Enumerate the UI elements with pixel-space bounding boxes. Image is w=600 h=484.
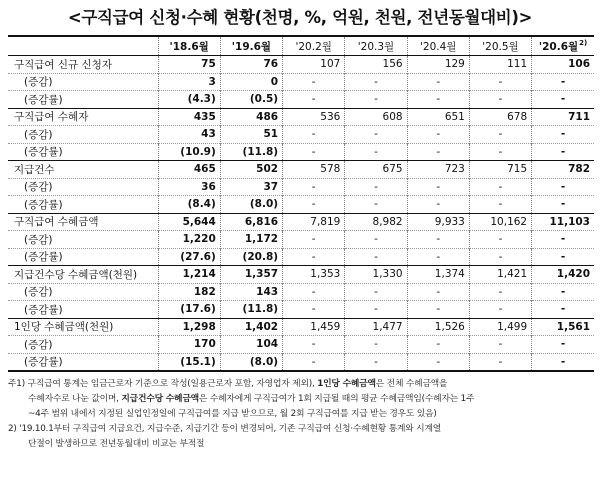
table-row-main — [8, 108, 594, 126]
table-row-rate — [8, 143, 594, 161]
table-cell: 678 — [469, 108, 531, 126]
footnote-mark: 2) — [579, 39, 588, 47]
table-cell: 608 — [345, 108, 407, 126]
table-cell: (0.5) — [220, 91, 282, 109]
table-cell: - — [283, 248, 345, 266]
table-cell: 10,162 — [469, 213, 531, 231]
table-cell: - — [283, 196, 345, 214]
table-row-main — [8, 56, 594, 74]
row-label: (증감) — [8, 231, 158, 249]
table-cell: 1,298 — [158, 318, 220, 336]
footnote-1-cont — [8, 407, 592, 422]
table-cell: 156 — [345, 56, 407, 74]
row-label: (증감) — [8, 73, 158, 91]
table-cell: 578 — [283, 161, 345, 179]
table-cell: - — [469, 231, 531, 249]
footnote-text: 2) '19.10.1부터 구직급여 지급요건, 지급수준, 지급기간 등이 변경되어, 기존 구직급여 신청·수혜현황 통계와 시계열 — [8, 424, 442, 434]
table-cell: - — [345, 283, 407, 301]
footnote-text: 수혜자수로 나눈 값이며, — [28, 394, 122, 404]
row-label: (증감) — [8, 283, 158, 301]
table-cell: - — [345, 91, 407, 109]
row-label: 1인당 수혜금액(천원) — [8, 318, 158, 336]
table-cell: - — [469, 301, 531, 319]
table-cell: - — [345, 336, 407, 354]
table-cell: - — [469, 126, 531, 144]
table-cell: - — [407, 336, 469, 354]
table-cell: (11.8) — [220, 143, 282, 161]
header-corner — [8, 36, 158, 56]
table-cell: - — [407, 353, 469, 371]
table-cell: 182 — [158, 283, 220, 301]
footnote-1-cont — [8, 392, 592, 407]
table-cell: - — [345, 73, 407, 91]
table-cell: (4.3) — [158, 91, 220, 109]
footnote-bold: 1인당 수혜금액 — [317, 379, 376, 389]
row-label: (증감률) — [8, 91, 158, 109]
table-cell: 11,103 — [532, 213, 594, 231]
table-cell: - — [407, 143, 469, 161]
table-cell: - — [407, 283, 469, 301]
table-cell: - — [345, 301, 407, 319]
table-row-change — [8, 283, 594, 301]
footnote-1 — [8, 377, 592, 392]
table-cell: 465 — [158, 161, 220, 179]
table-cell: 1,374 — [407, 266, 469, 284]
table-cell: 76 — [220, 56, 282, 74]
table-cell: 7,819 — [283, 213, 345, 231]
table-cell: - — [345, 248, 407, 266]
table-cell: - — [532, 353, 594, 371]
row-label: (증감) — [8, 126, 158, 144]
stats-table — [8, 35, 594, 372]
table-cell: 1,459 — [283, 318, 345, 336]
table-cell: - — [345, 143, 407, 161]
table-cell: 486 — [220, 108, 282, 126]
row-label: (증감률) — [8, 248, 158, 266]
row-label: (증감률) — [8, 353, 158, 371]
footnote-text: ~4주 범위 내에서 지정된 실업인정일에 구직급여를 지급 받으므로, 월 2회 구직급여를 지급 받는 경우도 있음) — [28, 409, 437, 419]
table-cell: (8.4) — [158, 196, 220, 214]
table-cell: 104 — [220, 336, 282, 354]
table-cell: - — [283, 353, 345, 371]
footnote-text: 은 수혜자에게 구직급여가 1회 지급될 때의 평균 수혜금액임(수혜자는 1주 — [198, 394, 475, 404]
row-label: (증감률) — [8, 301, 158, 319]
table-cell: - — [283, 73, 345, 91]
table-cell: - — [532, 301, 594, 319]
table-cell: 1,561 — [532, 318, 594, 336]
col-header — [532, 36, 594, 56]
table-cell: 106 — [532, 56, 594, 74]
footnote-text: 단절이 발생하므로 전년동월대비 비교는 부적절 — [28, 439, 205, 449]
table-cell: 5,644 — [158, 213, 220, 231]
row-label: 구직급여 수혜금액 — [8, 213, 158, 231]
col-header: '20.3월 — [345, 36, 407, 56]
col-header: '20.5월 — [469, 36, 531, 56]
table-cell: 782 — [532, 161, 594, 179]
table-cell: 435 — [158, 108, 220, 126]
table-cell: - — [407, 73, 469, 91]
col-header: '19.6월 — [220, 36, 282, 56]
table-cell: (17.6) — [158, 301, 220, 319]
table-cell: 1,330 — [345, 266, 407, 284]
table-cell: - — [469, 248, 531, 266]
table-cell: 1,499 — [469, 318, 531, 336]
table-cell: 129 — [407, 56, 469, 74]
table-cell: - — [532, 178, 594, 196]
table-cell: - — [469, 196, 531, 214]
table-cell: 170 — [158, 336, 220, 354]
table-cell: - — [345, 353, 407, 371]
table-cell: - — [469, 73, 531, 91]
table-cell: - — [407, 91, 469, 109]
table-cell: - — [345, 178, 407, 196]
table-cell: 502 — [220, 161, 282, 179]
table-row-rate — [8, 91, 594, 109]
table-cell: 43 — [158, 126, 220, 144]
table-cell: 715 — [469, 161, 531, 179]
footnotes — [8, 377, 592, 452]
table-cell: - — [345, 231, 407, 249]
col-header: '18.6월 — [158, 36, 220, 56]
table-cell: 1,477 — [345, 318, 407, 336]
page-title: <구직급여 신청·수혜 현황(천명, %, 억원, 천원, 전년동월대비)> — [67, 8, 533, 27]
row-label: (증감률) — [8, 196, 158, 214]
table-row-main — [8, 213, 594, 231]
table-cell: - — [532, 196, 594, 214]
row-label: (증감률) — [8, 143, 158, 161]
footnote-2-cont — [8, 437, 592, 452]
table-cell: 1,214 — [158, 266, 220, 284]
table-cell: - — [407, 178, 469, 196]
table-cell: 1,421 — [469, 266, 531, 284]
table-cell: - — [469, 336, 531, 354]
table-cell: 1,357 — [220, 266, 282, 284]
table-row-main — [8, 161, 594, 179]
table-cell: (10.9) — [158, 143, 220, 161]
table-row-rate — [8, 301, 594, 319]
table-cell: 711 — [532, 108, 594, 126]
table-cell: - — [283, 336, 345, 354]
table-cell: - — [283, 126, 345, 144]
table-cell: 1,220 — [158, 231, 220, 249]
table-cell: - — [469, 143, 531, 161]
table-row-rate — [8, 248, 594, 266]
table-cell: 723 — [407, 161, 469, 179]
table-cell: - — [283, 143, 345, 161]
table-cell: - — [283, 231, 345, 249]
row-label: (증감) — [8, 336, 158, 354]
table-cell: - — [532, 91, 594, 109]
table-cell: - — [532, 283, 594, 301]
table-row-change — [8, 126, 594, 144]
table-row-change — [8, 231, 594, 249]
table-cell: 37 — [220, 178, 282, 196]
table-cell: 651 — [407, 108, 469, 126]
table-cell: - — [532, 231, 594, 249]
table-row-change — [8, 336, 594, 354]
table-cell: (8.0) — [220, 353, 282, 371]
col-header: '20.2월 — [283, 36, 345, 56]
table-row-main — [8, 318, 594, 336]
table-cell: - — [469, 353, 531, 371]
footnote-bold: 지급건수당 수혜금액 — [121, 394, 199, 404]
table-cell: 675 — [345, 161, 407, 179]
table-cell: - — [469, 283, 531, 301]
table-cell: (27.6) — [158, 248, 220, 266]
table-cell: - — [469, 178, 531, 196]
row-label: 구직급여 신규 신청자 — [8, 56, 158, 74]
table-cell: - — [407, 126, 469, 144]
table-row-change — [8, 178, 594, 196]
table-cell: 8,982 — [345, 213, 407, 231]
table-cell: 75 — [158, 56, 220, 74]
table-row-rate — [8, 196, 594, 214]
col-header: '20.4월 — [407, 36, 469, 56]
table-cell: - — [283, 91, 345, 109]
table-cell: 36 — [158, 178, 220, 196]
table-cell: - — [469, 91, 531, 109]
row-label: 구직급여 수혜자 — [8, 108, 158, 126]
table-cell: (20.8) — [220, 248, 282, 266]
table-row-rate — [8, 353, 594, 371]
footnote-text: 은 전체 수혜금액을 — [375, 379, 448, 389]
table-container — [8, 35, 594, 372]
table-row-main — [8, 266, 594, 284]
table-cell: - — [407, 231, 469, 249]
table-cell: 0 — [220, 73, 282, 91]
table-cell: - — [345, 126, 407, 144]
col-header-label: '20.6월 — [538, 40, 579, 53]
table-cell: - — [407, 301, 469, 319]
table-cell: 1,353 — [283, 266, 345, 284]
row-label: 지급건수당 수혜금액(천원) — [8, 266, 158, 284]
table-cell: - — [283, 178, 345, 196]
table-cell: 1,402 — [220, 318, 282, 336]
table-body — [8, 56, 594, 372]
header-row — [8, 36, 594, 56]
table-cell: (11.8) — [220, 301, 282, 319]
table-cell: 1,526 — [407, 318, 469, 336]
table-cell: 1,172 — [220, 231, 282, 249]
table-cell: 51 — [220, 126, 282, 144]
table-cell: 536 — [283, 108, 345, 126]
table-cell: 107 — [283, 56, 345, 74]
table-cell: - — [283, 301, 345, 319]
table-cell: 1,420 — [532, 266, 594, 284]
table-row-change — [8, 73, 594, 91]
table-cell: - — [283, 283, 345, 301]
footnote-2 — [8, 422, 592, 437]
table-cell: - — [407, 196, 469, 214]
table-cell: - — [532, 336, 594, 354]
table-cell: - — [532, 73, 594, 91]
table-cell: 111 — [469, 56, 531, 74]
row-label: 지급건수 — [8, 161, 158, 179]
table-cell: - — [407, 248, 469, 266]
table-cell: 3 — [158, 73, 220, 91]
table-cell: - — [345, 196, 407, 214]
table-cell: 9,933 — [407, 213, 469, 231]
table-cell: 143 — [220, 283, 282, 301]
row-label: (증감) — [8, 178, 158, 196]
table-cell: (15.1) — [158, 353, 220, 371]
table-cell: - — [532, 143, 594, 161]
footnote-text: 주1) 구직급여 통계는 임금근로자 기준으로 작성(일용근로자 포함, 자영업자 제외), — [8, 379, 318, 389]
table-cell: (8.0) — [220, 196, 282, 214]
table-cell: - — [532, 248, 594, 266]
table-cell: 6,816 — [220, 213, 282, 231]
table-cell: - — [532, 126, 594, 144]
